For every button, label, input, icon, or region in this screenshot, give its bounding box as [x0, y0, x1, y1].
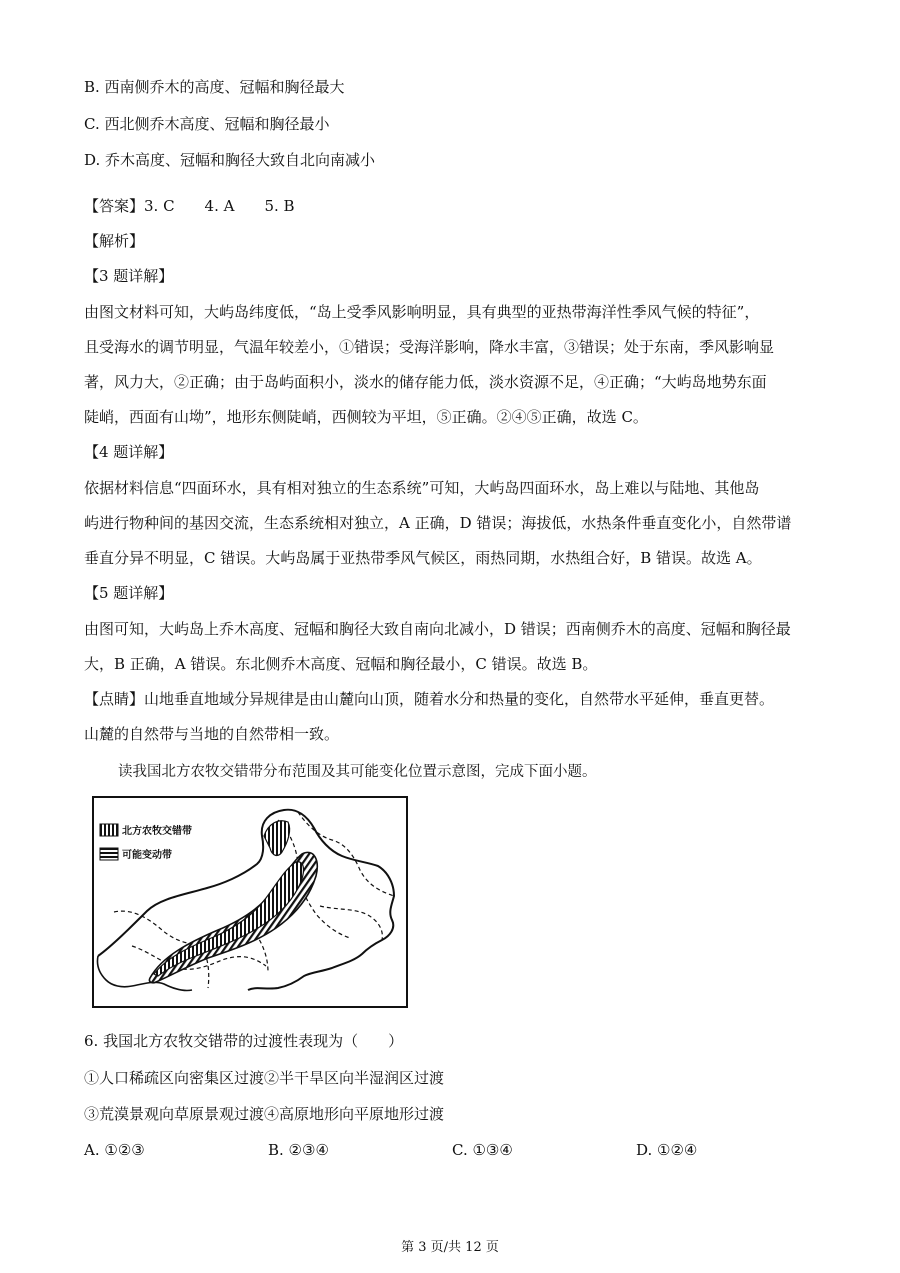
- q4-line-1: 依据材料信息“四面环水，具有相对独立的生态系统”可知，大屿岛四面环水，岛上难以与陆地、其他岛: [84, 479, 760, 497]
- q3-header: 【3 题详解】: [84, 267, 174, 285]
- legend-label-shift: 可能变动带: [122, 850, 172, 861]
- legend-swatch-ecotone: [100, 824, 118, 836]
- q3-line-1: 由图文材料可知，大屿岛纬度低，“岛上受季风影响明显，具有典型的亚热带海洋性季风气候的特征”，: [84, 303, 760, 321]
- q6-option-d[interactable]: D. ①②④: [636, 1141, 698, 1159]
- option-c: C. 西北侧乔木高度、冠幅和胸径最小: [84, 115, 330, 133]
- q5-header: 【5 题详解】: [84, 584, 174, 602]
- legend-swatch-shift: [100, 848, 118, 860]
- q5-line-2: 大，B 正确，A 错误。东北侧乔木高度、冠幅和胸径最小，C 错误。故选 B。: [84, 655, 598, 673]
- q3-line-2: 且受海水的调节明显，气温年较差小，①错误；受海洋影响，降水丰富，③错误；处于东南，季风影响显: [84, 338, 775, 356]
- q6-option-a[interactable]: A. ①②③: [84, 1141, 145, 1159]
- option-d: D. 乔木高度、冠幅和胸径大致自北向南减小: [84, 151, 376, 169]
- answer-line: 【答案】3. C 4. A 5. B: [84, 197, 295, 215]
- tip-line-1: 【点睛】山地垂直地域分异规律是由山麓向山顶，随着水分和热量的变化，自然带水平延伸，垂直更替。: [84, 690, 775, 708]
- analysis-header: 【解析】: [84, 232, 145, 250]
- section-intro: 读我国北方农牧交错带分布范围及其可能变化位置示意图，完成下面小题。: [118, 764, 597, 780]
- q6-statement-2: ③荒漠景观向草原景观过渡④高原地形向平原地形过渡: [84, 1105, 445, 1123]
- q3-line-4: 陡峭，西面有山坳”，地形东侧陡峭，西侧较为平坦，⑤正确。②④⑤正确，故选 C。: [84, 408, 648, 426]
- q6-option-c[interactable]: C. ①③④: [452, 1141, 513, 1159]
- q4-line-3: 垂直分异不明显，C 错误。大屿岛属于亚热带季风气候区，雨热同期，水热组合好，B 错误。故选 A。: [84, 549, 762, 567]
- q3-line-3: 著，风力大，②正确；由于岛屿面积小，淡水的储存能力低，淡水资源不足，④正确；“大屿岛地势东面: [84, 373, 767, 391]
- q4-header: 【4 题详解】: [84, 443, 174, 461]
- q5-line-1: 由图可知，大屿岛上乔木高度、冠幅和胸径大致自南向北减小，D 错误；西南侧乔木的高度、冠幅和胸径最: [84, 620, 791, 638]
- agro-pastoral-map: [92, 796, 408, 1008]
- option-b: B. 西南侧乔木的高度、冠幅和胸径最大: [84, 78, 345, 96]
- tip-line-2: 山麓的自然带与当地的自然带相一致。: [84, 725, 340, 743]
- q6-stem: 6. 我国北方农牧交错带的过渡性表现为（ ）: [84, 1032, 404, 1050]
- legend-label-ecotone: 北方农牧交错带: [122, 826, 192, 837]
- q6-option-b[interactable]: B. ②③④: [268, 1141, 329, 1159]
- page-footer: 第 3 页/共 12 页: [401, 1240, 499, 1255]
- q4-line-2: 屿进行物种间的基因交流，生态系统相对独立，A 正确，D 错误；海拔低，水热条件垂直变化小，自然带谱: [84, 514, 792, 532]
- q6-statement-1: ①人口稀疏区向密集区过渡②半干旱区向半湿润区过渡: [84, 1069, 445, 1087]
